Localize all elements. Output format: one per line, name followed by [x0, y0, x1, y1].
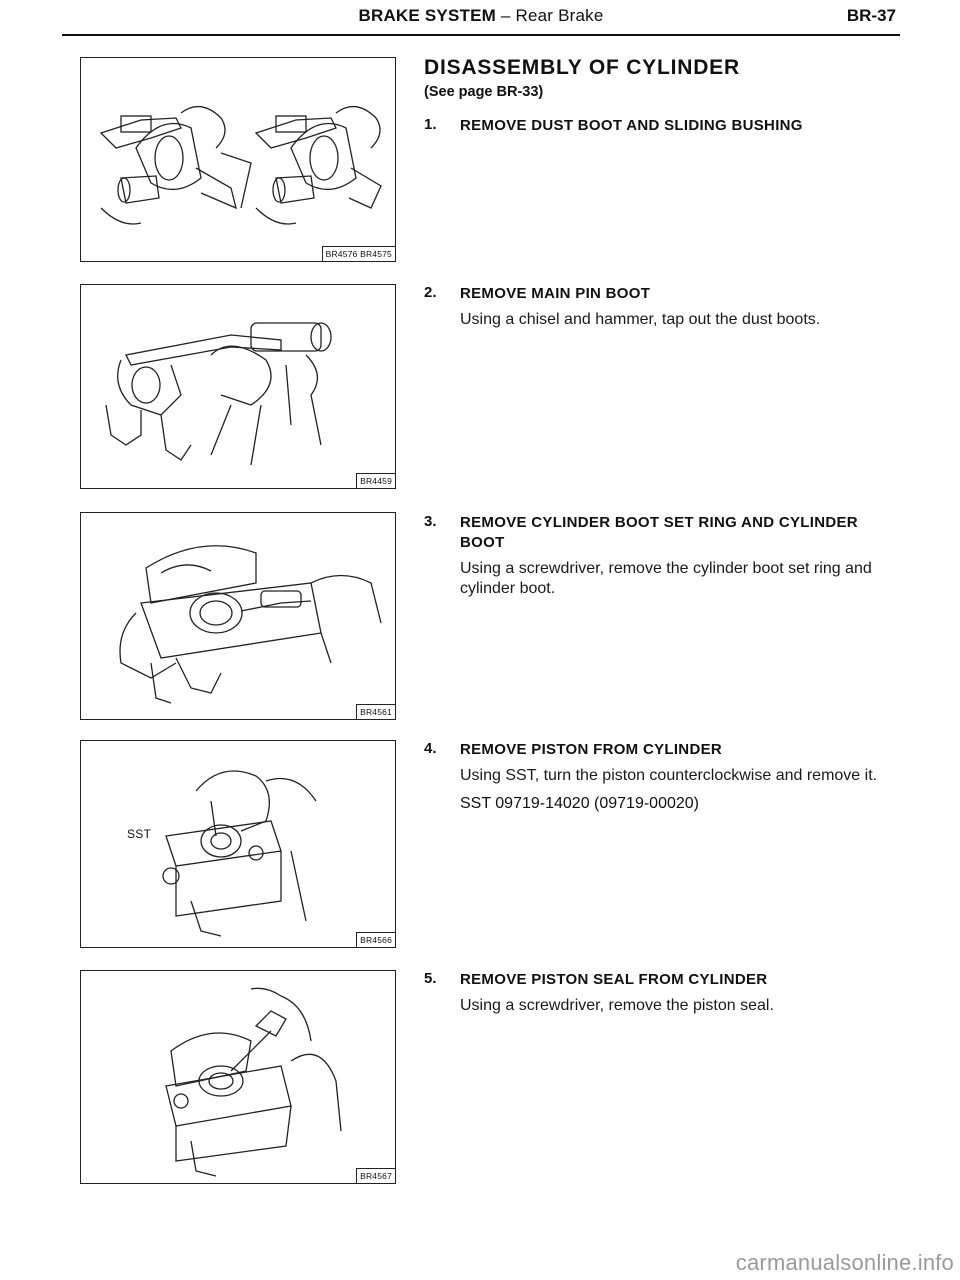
step-2 [424, 284, 904, 330]
chisel-hammer-illustration [81, 285, 395, 488]
figure-step-4 [80, 740, 396, 948]
step-heading: REMOVE PISTON FROM CYLINDER [460, 741, 723, 758]
header-subsection: Rear Brake [515, 6, 604, 25]
step-heading: REMOVE DUST BOOT AND SLIDING BUSHING [460, 117, 803, 134]
piston-sst-illustration [81, 741, 395, 947]
step-4 [424, 740, 904, 814]
step-number: 2. [424, 284, 437, 301]
figure-code: BR4459 [356, 473, 395, 488]
figure-code: BR4561 [356, 704, 395, 719]
caliper-illustration-1 [81, 58, 395, 261]
boot-ring-illustration [81, 513, 395, 719]
sst-label: SST [127, 827, 152, 841]
page-reference: (See page BR-33) [424, 84, 544, 100]
sst-number: SST 09719-14020 (09719-00020) [460, 795, 699, 812]
step-number: 5. [424, 970, 437, 987]
header-title [62, 6, 900, 26]
step-heading: REMOVE PISTON SEAL FROM CYLINDER [460, 971, 768, 988]
step-3 [424, 513, 904, 599]
figure-code: BR4576 BR4575 [322, 246, 395, 261]
step-5 [424, 970, 904, 1016]
figure-step-5 [80, 970, 396, 1184]
step-heading: REMOVE CYLINDER BOOT SET RING AND CYLINDER BOOT [460, 514, 858, 551]
step-number: 4. [424, 740, 437, 757]
figure-step-1 [80, 57, 396, 262]
step-instruction: Using a screwdriver, remove the piston seal. [460, 997, 774, 1014]
step-heading: REMOVE MAIN PIN BOOT [460, 285, 651, 302]
header-section: BRAKE SYSTEM [358, 6, 496, 25]
watermark: carmanualsonline.info [735, 1250, 954, 1275]
section-title: DISASSEMBLY OF CYLINDER [424, 56, 740, 79]
piston-seal-illustration [81, 971, 395, 1183]
step-instruction: Using SST, turn the piston counterclockwise and remove it. [460, 767, 878, 784]
figure-step-2 [80, 284, 396, 489]
figure-step-3 [80, 512, 396, 720]
header-divider [62, 34, 900, 36]
step-instruction: Using a chisel and hammer, tap out the dust boots. [460, 311, 821, 328]
page-number: BR-37 [846, 6, 896, 25]
step-number: 1. [424, 116, 437, 133]
step-1 [424, 116, 904, 136]
step-number: 3. [424, 513, 437, 530]
header-dash: – [495, 6, 516, 25]
step-instruction: Using a screwdriver, remove the cylinder boot set ring and cylinder boot. [460, 560, 872, 597]
figure-code: BR4567 [356, 1168, 395, 1183]
figure-code: BR4566 [356, 932, 395, 947]
page-header [62, 4, 900, 30]
